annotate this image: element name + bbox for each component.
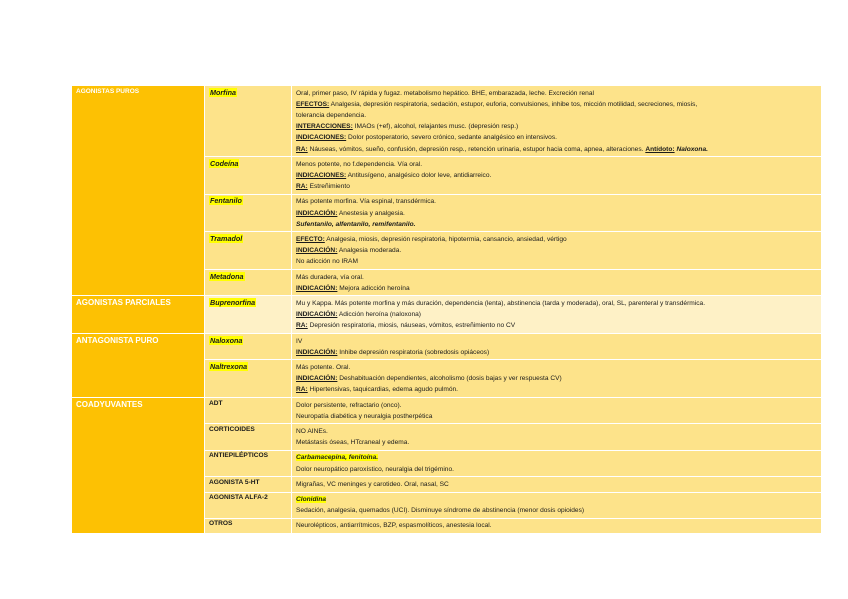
table-row — [205, 232, 821, 270]
table-row — [205, 493, 821, 519]
description-line: No adicción no IRAM — [296, 258, 358, 266]
drug-description — [292, 195, 821, 232]
drug-name: Morfina — [205, 86, 292, 156]
category-group — [72, 296, 821, 334]
table-row — [205, 360, 821, 397]
description-line: EFECTO: Analgesia, miosis, depresión respiratoria, hipotermia, cansancio, ansiedad, vértigo — [296, 235, 567, 243]
drug-description — [292, 451, 821, 476]
drug-name: OTROS — [205, 519, 292, 533]
description-line: Más potente. Oral. — [296, 363, 351, 371]
category-label: AGONISTAS PARCIALES — [72, 296, 205, 333]
table-row — [205, 424, 821, 450]
table-row — [205, 195, 821, 233]
drug-table — [72, 86, 821, 534]
description-line: tolerancia dependencia. — [296, 111, 367, 119]
drug-description — [292, 477, 821, 491]
drug-description — [292, 424, 821, 449]
category-group — [72, 334, 821, 398]
category-group — [72, 398, 821, 534]
drug-description — [292, 86, 821, 156]
description-line: INTERACCIONES: IMAOs (+ef), alcohol, relajantes musc. (depresión resp.) — [296, 123, 519, 131]
description-line: Sufentanilo, alfentanilo, remifentanilo. — [296, 220, 416, 228]
description-line: INDICACIÓN: Inhibe depresión respiratoria (sobredosis opiáceos) — [296, 348, 490, 356]
description-line: Mu y Kappa. Más potente morfina y más duración, dependencia (lenta), abstinencia (tarda y moderada), oral, SL, parenteral y transdérmica. — [296, 299, 706, 307]
drug-description — [292, 232, 821, 269]
description-line: Migrañas, VC meninges y carotideo. Oral, nasal, SC — [296, 480, 449, 488]
description-line: Metástasis óseas, HTcraneal y edema. — [296, 439, 410, 447]
description-line: Oral, primer paso, IV rápida y fugaz. metabolismo hepático. BHE, embarazada, leche. Excreción renal — [296, 89, 594, 97]
description-line: Sedación, analgesia, quemados (UCI). Disminuye síndrome de abstinencia (menor dosis opioides) — [296, 507, 585, 515]
description-line: Neurolépticos, antiarrítmicos, BZP, espasmolíticos, anestesia local. — [296, 522, 492, 530]
drug-name: Metadona — [205, 270, 292, 295]
drug-name: AGONISTA ALFA-2 — [205, 493, 292, 518]
category-label: COADYUVANTES — [72, 398, 205, 533]
description-line: Carbamacepina, fenitoína. — [296, 454, 379, 462]
drug-name: CORTICOIDES — [205, 424, 292, 449]
description-line: Más potente morfina. Vía espinal, transdérmica. — [296, 198, 437, 206]
description-line: Neuropatía diabética y neuralgia postherpética — [296, 412, 433, 420]
drug-description — [292, 519, 821, 533]
table-row — [205, 270, 821, 295]
description-line: INDICACIONES: Dolor postoperatorio, severo crónico, sedante analgésico en intensivos. — [296, 134, 557, 142]
category-label: ANTAGONISTA PURO — [72, 334, 205, 397]
drug-name: ANTIEPILÉPTICOS — [205, 451, 292, 476]
description-line: RA: Depresión respiratoria, miosis, náuseas, vómitos, estreñimiento no CV — [296, 322, 516, 330]
description-line: RA: Náuseas, vómitos, sueño, confusión, depresión resp., retención urinaria, estupor hacia coma, apnea, alteraciones. Antídoto: Naloxona. — [296, 145, 708, 153]
drug-name: Naloxona — [205, 334, 292, 359]
description-line: EFECTOS: Analgesia, depresión respiratoria, sedación, estupor, euforia, convulsiones, inhibe tos, micción motilidad, secreciones, miosis, — [296, 100, 698, 108]
table-row — [205, 157, 821, 195]
description-line: INDICACIÓN: Analgesia moderada. — [296, 247, 402, 255]
table-row — [205, 334, 821, 360]
description-line: Dolor persistente, refractario (onco). — [296, 401, 402, 409]
description-line: Más duradera, vía oral. — [296, 273, 364, 281]
description-line: INDICACIÓN: Mejora adicción heroína — [296, 284, 410, 292]
description-line: INDICACIÓN: Adicción heroína (naloxona) — [296, 311, 421, 319]
description-line: INDICACIÓN: Anestesia y analgesia. — [296, 209, 405, 217]
drug-description — [292, 157, 821, 194]
description-line: RA: Hipertensivas, taquicardias, edema agudo pulmón. — [296, 386, 459, 394]
description-line: INDICACIÓN: Deshabituación dependientes, alcoholismo (dosis bajas y ver respuesta CV) — [296, 375, 562, 383]
table-row — [205, 86, 821, 157]
table-row — [205, 451, 821, 477]
drug-name: AGONISTA 5-HT — [205, 477, 292, 491]
table-row — [205, 398, 821, 424]
table-row — [205, 477, 821, 492]
description-line: IV — [296, 337, 303, 345]
category-group — [72, 86, 821, 296]
description-line: RA: Estreñimiento — [296, 183, 350, 191]
drug-description — [292, 360, 821, 397]
description-line: Dolor neuropático paroxístico, neuralgia del trigémino. — [296, 465, 454, 473]
drug-name: Buprenorfina — [205, 296, 292, 333]
drug-name: Naltrexona — [205, 360, 292, 397]
drug-name: Fentanilo — [205, 195, 292, 232]
drug-description — [292, 296, 821, 333]
category-label: AGONISTAS PUROS — [72, 86, 205, 295]
table-row — [205, 296, 821, 333]
drug-description — [292, 398, 821, 423]
drug-description — [292, 493, 821, 518]
table-row — [205, 519, 821, 533]
description-line: INDICACIONES: Antitusígeno, analgésico dolor leve, antidiarreico. — [296, 171, 492, 179]
description-line: Menos potente, no f.dependencia. Vía oral. — [296, 160, 423, 168]
drug-description — [292, 334, 821, 359]
description-line: NO AINEs. — [296, 427, 328, 435]
drug-name: Codeína — [205, 157, 292, 194]
drug-name: Tramadol — [205, 232, 292, 269]
drug-description — [292, 270, 821, 295]
drug-name: ADT — [205, 398, 292, 423]
description-line: Clonidina — [296, 496, 327, 503]
